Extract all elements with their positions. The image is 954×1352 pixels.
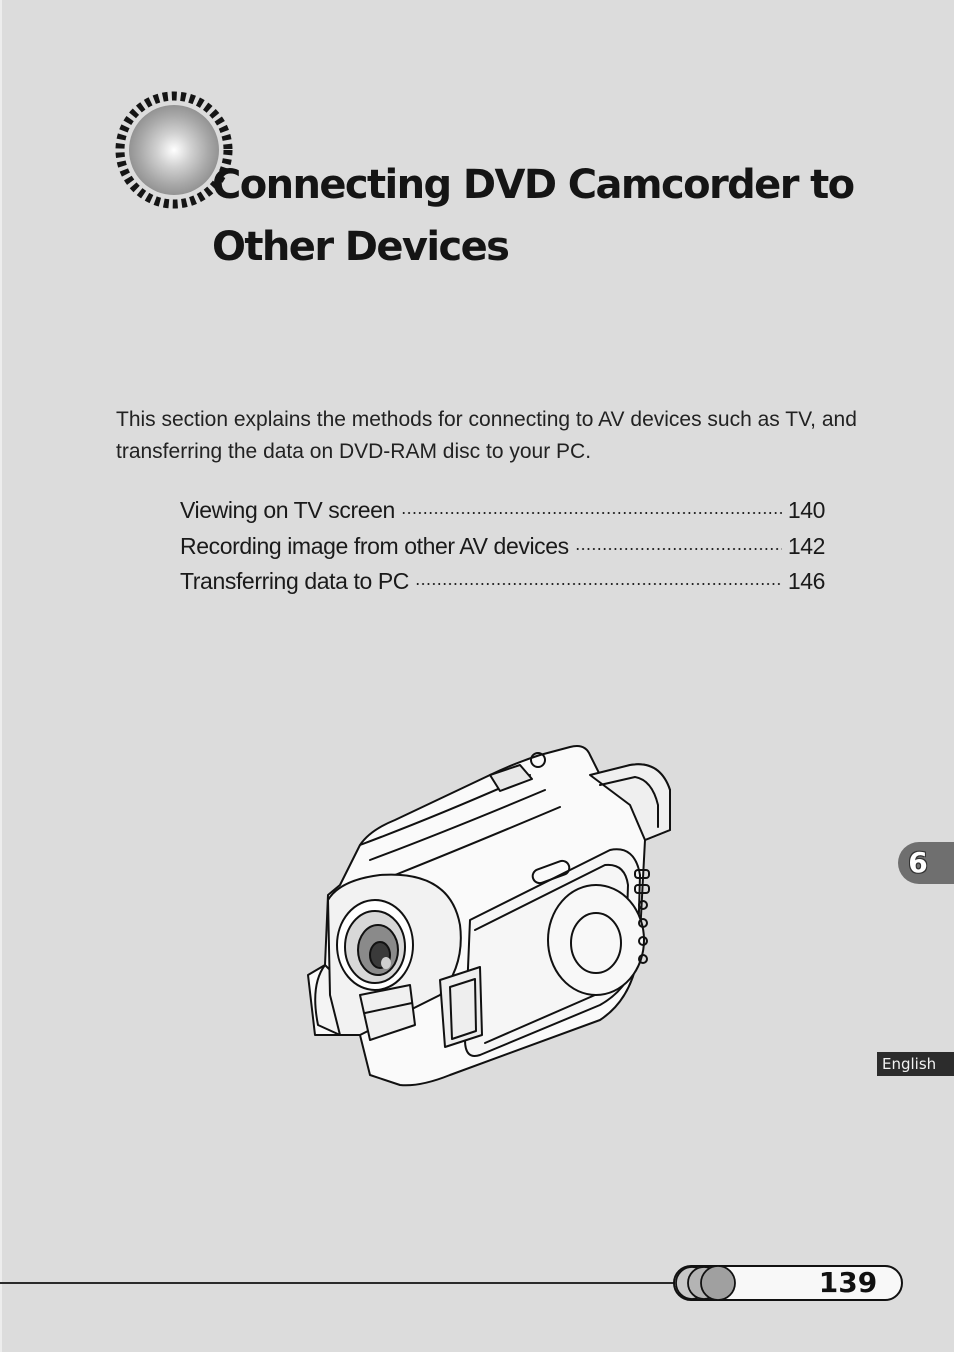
chapter-tab	[898, 842, 954, 884]
page-title: Connecting DVD Camcorder to Other Devices	[212, 162, 854, 270]
dot-leader	[575, 532, 782, 554]
page-number: 139	[818, 1266, 878, 1299]
toc-entry-label: Recording image from other AV devices	[180, 532, 569, 559]
toc-entry[interactable]	[180, 496, 825, 532]
toc-entry-label: Viewing on TV screen	[180, 497, 395, 523]
dvd-camcorder-illustration-icon	[300, 735, 680, 1095]
toc-entry-page: 140	[787, 497, 825, 523]
toc-entry-label: Transferring data to PC	[180, 568, 409, 594]
intro-paragraph: This section explains the methods for connecting to AV devices such as TV, and transferring the data on DVD-RAM disc to your PC.	[116, 408, 857, 463]
chapter-number: 6	[908, 846, 928, 879]
toc-entry-page: 146	[787, 568, 825, 594]
toc-entry-page: 142	[787, 532, 825, 559]
dot-leader	[415, 567, 782, 589]
toc-entry[interactable]	[180, 532, 825, 568]
dot-leader	[401, 496, 782, 518]
toc-entry[interactable]	[180, 567, 825, 603]
footer-rule	[0, 1282, 690, 1284]
language-label: English	[877, 1052, 954, 1076]
page-edge	[0, 0, 2, 1352]
table-of-contents	[180, 496, 825, 603]
